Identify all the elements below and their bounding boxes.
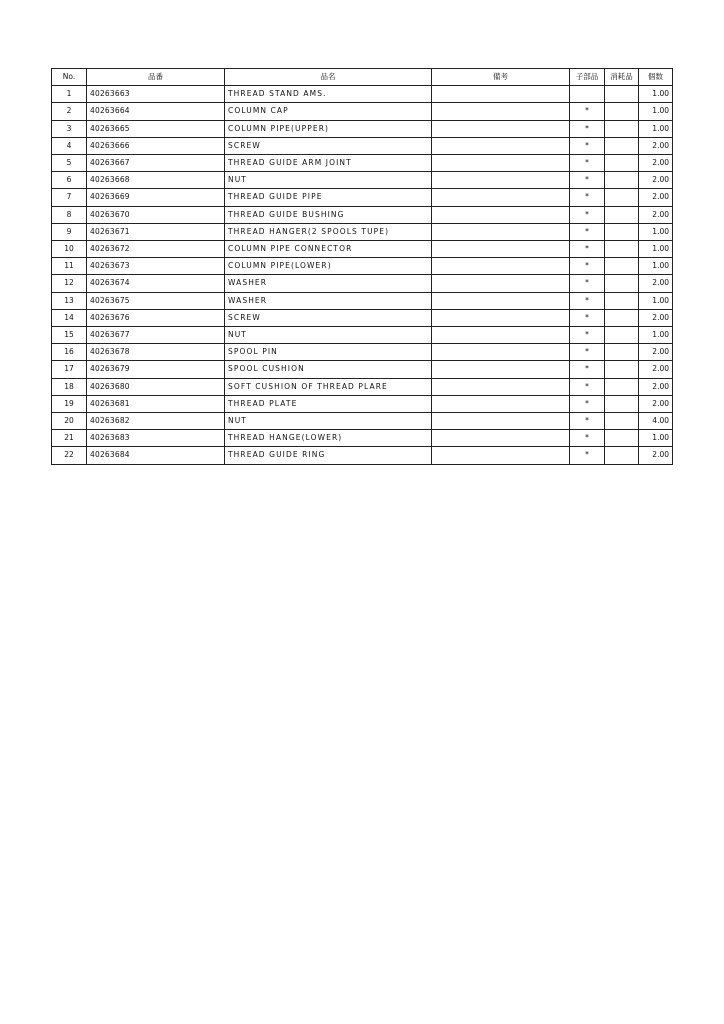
part-name-cell: SOFT CUSHION OF THREAD PLARE <box>225 378 432 395</box>
table-row <box>52 430 673 447</box>
part-number-cell: 40263669 <box>87 189 225 206</box>
remarks-cell <box>432 327 570 344</box>
consumable-mark-cell <box>605 327 639 344</box>
part-name-cell: THREAD GUIDE RING <box>225 447 432 464</box>
remarks-cell <box>432 86 570 103</box>
row-no-cell: 5 <box>52 155 87 172</box>
header-no: No. <box>52 69 87 86</box>
part-number-cell: 40263672 <box>87 241 225 258</box>
sub-part-mark-cell: * <box>570 378 605 395</box>
sub-part-mark-cell: * <box>570 189 605 206</box>
sub-part-mark-cell: * <box>570 344 605 361</box>
consumable-mark-cell <box>605 447 639 464</box>
part-name-cell: WASHER <box>225 275 432 292</box>
row-no-cell: 7 <box>52 189 87 206</box>
sub-part-mark-cell: * <box>570 309 605 326</box>
part-name-cell: COLUMN PIPE CONNECTOR <box>225 241 432 258</box>
row-no-cell: 1 <box>52 86 87 103</box>
quantity-cell: 1.00 <box>639 103 673 120</box>
remarks-cell <box>432 361 570 378</box>
quantity-cell: 2.00 <box>639 344 673 361</box>
remarks-cell <box>432 241 570 258</box>
quantity-cell: 2.00 <box>639 275 673 292</box>
part-number-cell: 40263677 <box>87 327 225 344</box>
part-name-cell: SPOOL PIN <box>225 344 432 361</box>
header-consumable: 消耗品 <box>605 69 639 86</box>
part-name-cell: SCREW <box>225 309 432 326</box>
remarks-cell <box>432 189 570 206</box>
consumable-mark-cell <box>605 120 639 137</box>
sub-part-mark-cell: * <box>570 206 605 223</box>
quantity-cell: 2.00 <box>639 172 673 189</box>
consumable-mark-cell <box>605 223 639 240</box>
part-number-cell: 40263663 <box>87 86 225 103</box>
sub-part-mark-cell: * <box>570 413 605 430</box>
quantity-cell: 1.00 <box>639 120 673 137</box>
row-no-cell: 15 <box>52 327 87 344</box>
table-row <box>52 241 673 258</box>
part-number-cell: 40263670 <box>87 206 225 223</box>
consumable-mark-cell <box>605 137 639 154</box>
remarks-cell <box>432 292 570 309</box>
quantity-cell: 1.00 <box>639 292 673 309</box>
remarks-cell <box>432 172 570 189</box>
header-quantity: 個数 <box>639 69 673 86</box>
remarks-cell <box>432 447 570 464</box>
sub-part-mark-cell: * <box>570 137 605 154</box>
remarks-cell <box>432 258 570 275</box>
remarks-cell <box>432 378 570 395</box>
row-no-cell: 12 <box>52 275 87 292</box>
consumable-mark-cell <box>605 241 639 258</box>
sub-part-mark-cell: * <box>570 430 605 447</box>
consumable-mark-cell <box>605 86 639 103</box>
header-part-name: 品名 <box>225 69 432 86</box>
row-no-cell: 16 <box>52 344 87 361</box>
part-number-cell: 40263675 <box>87 292 225 309</box>
part-name-cell: WASHER <box>225 292 432 309</box>
part-name-cell: THREAD GUIDE PIPE <box>225 189 432 206</box>
table-row <box>52 292 673 309</box>
consumable-mark-cell <box>605 309 639 326</box>
table-row <box>52 189 673 206</box>
row-no-cell: 8 <box>52 206 87 223</box>
remarks-cell <box>432 413 570 430</box>
header-sub-part: 子部品 <box>570 69 605 86</box>
row-no-cell: 22 <box>52 447 87 464</box>
table-row <box>52 120 673 137</box>
row-no-cell: 4 <box>52 137 87 154</box>
consumable-mark-cell <box>605 189 639 206</box>
sub-part-mark-cell: * <box>570 258 605 275</box>
part-name-cell: COLUMN CAP <box>225 103 432 120</box>
table-row <box>52 206 673 223</box>
table-row <box>52 223 673 240</box>
part-number-cell: 40263678 <box>87 344 225 361</box>
row-no-cell: 21 <box>52 430 87 447</box>
row-no-cell: 13 <box>52 292 87 309</box>
part-name-cell: THREAD PLATE <box>225 395 432 412</box>
consumable-mark-cell <box>605 413 639 430</box>
part-name-cell: NUT <box>225 413 432 430</box>
table-row <box>52 155 673 172</box>
part-name-cell: THREAD HANGER(2 SPOOLS TUPE) <box>225 223 432 240</box>
remarks-cell <box>432 206 570 223</box>
sub-part-mark-cell: * <box>570 275 605 292</box>
remarks-cell <box>432 395 570 412</box>
sub-part-mark-cell: * <box>570 155 605 172</box>
quantity-cell: 1.00 <box>639 223 673 240</box>
part-number-cell: 40263679 <box>87 361 225 378</box>
quantity-cell: 1.00 <box>639 86 673 103</box>
table-row <box>52 258 673 275</box>
row-no-cell: 17 <box>52 361 87 378</box>
part-number-cell: 40263682 <box>87 413 225 430</box>
part-name-cell: COLUMN PIPE(UPPER) <box>225 120 432 137</box>
consumable-mark-cell <box>605 361 639 378</box>
table-row <box>52 413 673 430</box>
sub-part-mark-cell: * <box>570 223 605 240</box>
remarks-cell <box>432 430 570 447</box>
quantity-cell: 2.00 <box>639 309 673 326</box>
quantity-cell: 2.00 <box>639 137 673 154</box>
table-row <box>52 103 673 120</box>
part-name-cell: NUT <box>225 172 432 189</box>
consumable-mark-cell <box>605 206 639 223</box>
consumable-mark-cell <box>605 103 639 120</box>
row-no-cell: 2 <box>52 103 87 120</box>
table-row <box>52 327 673 344</box>
part-number-cell: 40263665 <box>87 120 225 137</box>
part-number-cell: 40263666 <box>87 137 225 154</box>
sub-part-mark-cell: * <box>570 120 605 137</box>
row-no-cell: 19 <box>52 395 87 412</box>
quantity-cell: 2.00 <box>639 189 673 206</box>
remarks-cell <box>432 103 570 120</box>
row-no-cell: 18 <box>52 378 87 395</box>
part-number-cell: 40263671 <box>87 223 225 240</box>
part-number-cell: 40263683 <box>87 430 225 447</box>
row-no-cell: 20 <box>52 413 87 430</box>
quantity-cell: 1.00 <box>639 430 673 447</box>
table-row <box>52 344 673 361</box>
part-name-cell: THREAD GUIDE BUSHING <box>225 206 432 223</box>
consumable-mark-cell <box>605 155 639 172</box>
sub-part-mark-cell: * <box>570 447 605 464</box>
quantity-cell: 2.00 <box>639 447 673 464</box>
table-row <box>52 395 673 412</box>
quantity-cell: 2.00 <box>639 378 673 395</box>
part-name-cell: THREAD GUIDE ARM JOINT <box>225 155 432 172</box>
table-row <box>52 137 673 154</box>
table-row <box>52 172 673 189</box>
quantity-cell: 2.00 <box>639 155 673 172</box>
remarks-cell <box>432 275 570 292</box>
remarks-cell <box>432 309 570 326</box>
part-number-cell: 40263668 <box>87 172 225 189</box>
consumable-mark-cell <box>605 275 639 292</box>
part-name-cell: THREAD HANGE(LOWER) <box>225 430 432 447</box>
table-row <box>52 378 673 395</box>
consumable-mark-cell <box>605 430 639 447</box>
remarks-cell <box>432 344 570 361</box>
part-name-cell: THREAD STAND AMS. <box>225 86 432 103</box>
row-no-cell: 10 <box>52 241 87 258</box>
table-header-row <box>52 69 673 86</box>
row-no-cell: 3 <box>52 120 87 137</box>
table-row <box>52 86 673 103</box>
quantity-cell: 4.00 <box>639 413 673 430</box>
part-name-cell: SPOOL CUSHION <box>225 361 432 378</box>
row-no-cell: 11 <box>52 258 87 275</box>
part-number-cell: 40263681 <box>87 395 225 412</box>
sub-part-mark-cell <box>570 86 605 103</box>
part-number-cell: 40263684 <box>87 447 225 464</box>
consumable-mark-cell <box>605 395 639 412</box>
quantity-cell: 2.00 <box>639 395 673 412</box>
quantity-cell: 2.00 <box>639 206 673 223</box>
quantity-cell: 1.00 <box>639 258 673 275</box>
part-number-cell: 40263664 <box>87 103 225 120</box>
part-name-cell: NUT <box>225 327 432 344</box>
remarks-cell <box>432 223 570 240</box>
parts-list-table <box>51 68 673 465</box>
quantity-cell: 1.00 <box>639 327 673 344</box>
table-row <box>52 275 673 292</box>
table-row <box>52 361 673 378</box>
consumable-mark-cell <box>605 344 639 361</box>
row-no-cell: 9 <box>52 223 87 240</box>
part-name-cell: COLUMN PIPE(LOWER) <box>225 258 432 275</box>
sub-part-mark-cell: * <box>570 292 605 309</box>
remarks-cell <box>432 137 570 154</box>
part-number-cell: 40263680 <box>87 378 225 395</box>
remarks-cell <box>432 120 570 137</box>
header-remarks: 備考 <box>432 69 570 86</box>
sub-part-mark-cell: * <box>570 172 605 189</box>
table-body <box>52 86 673 464</box>
row-no-cell: 6 <box>52 172 87 189</box>
sub-part-mark-cell: * <box>570 327 605 344</box>
part-number-cell: 40263673 <box>87 258 225 275</box>
sub-part-mark-cell: * <box>570 395 605 412</box>
header-part-number: 品番 <box>87 69 225 86</box>
part-number-cell: 40263667 <box>87 155 225 172</box>
table-row <box>52 309 673 326</box>
row-no-cell: 14 <box>52 309 87 326</box>
sub-part-mark-cell: * <box>570 241 605 258</box>
consumable-mark-cell <box>605 172 639 189</box>
remarks-cell <box>432 155 570 172</box>
sub-part-mark-cell: * <box>570 103 605 120</box>
consumable-mark-cell <box>605 292 639 309</box>
consumable-mark-cell <box>605 258 639 275</box>
part-name-cell: SCREW <box>225 137 432 154</box>
sub-part-mark-cell: * <box>570 361 605 378</box>
part-number-cell: 40263674 <box>87 275 225 292</box>
quantity-cell: 1.00 <box>639 241 673 258</box>
quantity-cell: 2.00 <box>639 361 673 378</box>
part-number-cell: 40263676 <box>87 309 225 326</box>
consumable-mark-cell <box>605 378 639 395</box>
table-row <box>52 447 673 464</box>
